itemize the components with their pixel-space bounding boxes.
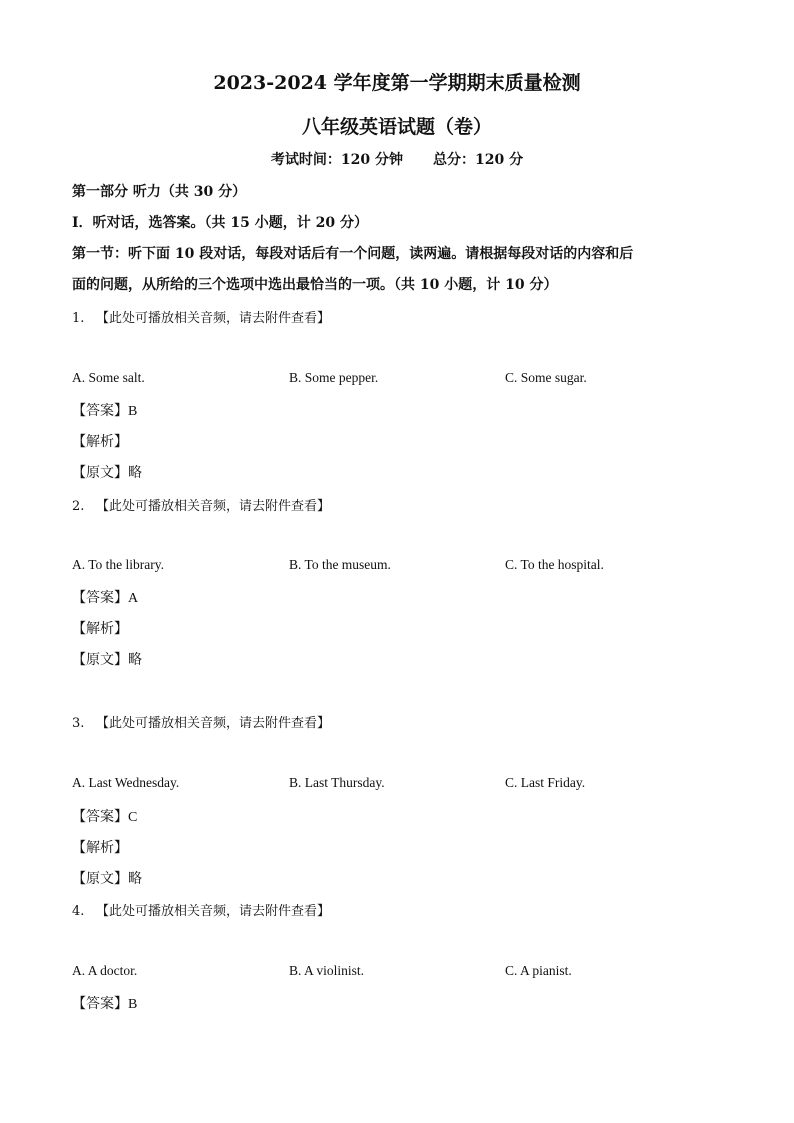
question-number: 4. [72,904,85,919]
original-line [72,462,142,482]
option-a: A. A doctor. [72,963,138,978]
answer-label: 【答案】 [72,590,128,606]
original-value: 略 [128,652,142,668]
option-c: C. Last Friday. [505,775,586,790]
section-part: 第一部分 听力（共 30 分） [72,184,247,200]
section-sub: Ⅰ．听对话，选答案。（共 15 小题，计 20 分） [72,215,369,231]
original-value: 略 [128,465,142,481]
answer-value: B [128,404,138,419]
option-a: A. Last Wednesday. [72,775,180,790]
option-a: A. Some salt. [72,370,145,385]
analysis-label: 【解析】 [72,621,128,637]
instruction-line-1: 第一节：听下面 10 段对话，每段对话后有一个问题，读两遍。请根据每段对话的内容和后 [72,246,634,262]
audio-note: 【此处可播放相关音频，请去附件查看】 [96,904,331,919]
question-3 [72,712,330,731]
original-label: 【原文】 [72,871,128,887]
question-1 [72,307,330,326]
answer-label: 【答案】 [72,809,128,825]
option-c: C. To the hospital. [505,557,604,572]
original-value: 略 [128,871,142,887]
answer-label: 【答案】 [72,996,128,1012]
original-line [72,868,142,888]
exam-subtitle: 八年级英语试题（卷） [301,116,492,138]
question-2 [72,495,330,514]
original-line [72,649,142,669]
original-label: 【原文】 [72,652,128,668]
analysis-label: 【解析】 [72,434,128,450]
exam-title: 2023-2024 学年度第一学期期末质量检测 [213,72,581,94]
answer-value: B [128,997,138,1012]
answer-line [72,806,137,826]
instruction-line-2: 面的问题，从所给的三个选项中选出最恰当的一项。（共 10 小题，计 10 分） [72,277,558,293]
analysis-label: 【解析】 [72,840,128,856]
original-label: 【原文】 [72,465,128,481]
option-c: C. Some sugar. [505,370,587,385]
answer-value: A [128,591,139,606]
option-a: A. To the library. [72,557,165,572]
answer-line [72,993,137,1013]
question-number: 2. [72,499,85,514]
question-number: 1. [72,311,85,326]
total-score: 总分：120 分 [433,152,524,168]
option-b: B. A violinist. [289,963,365,978]
audio-note: 【此处可播放相关音频，请去附件查看】 [96,311,331,326]
question-number: 3. [72,716,85,731]
audio-note: 【此处可播放相关音频，请去附件查看】 [96,499,331,514]
question-4 [72,900,330,919]
option-c: C. A pianist. [505,963,572,978]
answer-label: 【答案】 [72,403,128,419]
exam-time: 考试时间：120 分钟 [270,152,403,168]
option-b: B. Last Thursday. [289,775,385,790]
answer-value: C [128,810,138,825]
option-b: B. To the museum. [289,557,391,572]
answer-line [72,587,138,607]
option-b: B. Some pepper. [289,370,379,385]
exam-meta [0,149,794,169]
audio-note: 【此处可播放相关音频，请去附件查看】 [96,716,331,731]
answer-line [72,400,137,420]
